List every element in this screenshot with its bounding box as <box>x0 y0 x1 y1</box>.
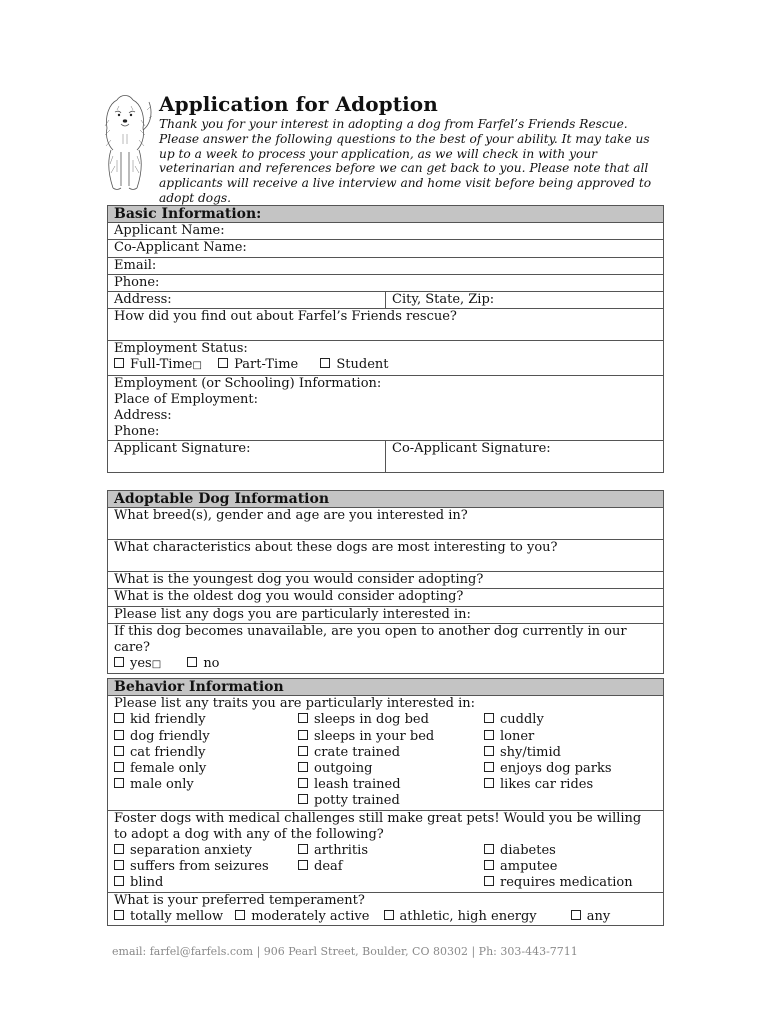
trait-checkbox[interactable] <box>298 778 308 788</box>
temperament-label: athletic, high energy <box>399 908 537 924</box>
trait-label: potty trained <box>314 793 400 809</box>
employment-address-field[interactable]: Address: <box>114 408 172 424</box>
employment-phone-field[interactable]: Phone: <box>114 424 160 440</box>
medical-checkbox[interactable] <box>484 860 494 870</box>
trait-checkbox[interactable] <box>298 713 308 723</box>
email-field[interactable]: Email: <box>108 257 664 274</box>
youngest-question-field[interactable]: What is the youngest dog you would consider adopting? <box>108 572 664 589</box>
applicant-signature-field[interactable]: Applicant Signature: <box>108 441 386 473</box>
traits-prompt: Please list any traits you are particularly interested in: <box>114 696 476 712</box>
temperament-block <box>108 892 664 925</box>
adoptable-dog-section <box>107 490 664 674</box>
characteristics-question-field[interactable]: What characteristics about these dogs are most interesting to you? <box>108 540 664 572</box>
trait-checkbox[interactable] <box>114 713 124 723</box>
trait-checkbox[interactable] <box>298 746 308 756</box>
full-time-checkbox[interactable] <box>114 358 124 368</box>
co-applicant-signature-field[interactable]: Co-Applicant Signature: <box>386 441 664 473</box>
medical-checkbox[interactable] <box>114 876 124 886</box>
trait-checkbox[interactable] <box>114 730 124 740</box>
trait-label: female only <box>130 761 207 777</box>
traits-column-2 <box>298 712 484 809</box>
temperament-checkbox[interactable] <box>384 910 394 920</box>
trait-label: sleeps in dog bed <box>314 712 429 728</box>
medical-column-2 <box>298 843 484 892</box>
trait-label: loner <box>500 728 535 744</box>
medical-column-3 <box>484 843 657 892</box>
trait-checkbox[interactable] <box>484 746 494 756</box>
unavailable-question-row: If this dog becomes unavailable, are you open to another dog currently in our care? yes□ no <box>108 623 664 674</box>
trait-checkbox[interactable] <box>298 794 308 804</box>
student-label: Student <box>336 357 389 373</box>
trait-label: leash trained <box>314 777 401 793</box>
medical-label: separation anxiety <box>130 843 252 859</box>
phone-field[interactable]: Phone: <box>108 274 664 291</box>
medical-checkbox[interactable] <box>484 876 494 886</box>
trait-label: sleeps in your bed <box>314 728 435 744</box>
breed-question-field[interactable]: What breed(s), gender and age are you interested in? <box>108 508 664 540</box>
footer-contact: email: farfel@farfels.com | 906 Pearl Street, Boulder, CO 80302 | Ph: 303-443-7711 <box>112 945 578 958</box>
trait-checkbox[interactable] <box>114 746 124 756</box>
employment-status-row: Employment Status: Full-Time□ Part-Time Student <box>108 341 664 375</box>
medical-label: requires medication <box>500 875 633 891</box>
co-applicant-name-field[interactable]: Co-Applicant Name: <box>108 240 664 257</box>
trait-label: dog friendly <box>130 728 210 744</box>
trait-label: cat friendly <box>130 744 206 760</box>
trait-label: enjoys dog parks <box>500 761 612 777</box>
student-checkbox[interactable] <box>320 358 330 368</box>
medical-label: diabetes <box>500 843 556 859</box>
behavior-section <box>107 678 664 926</box>
trait-label: crate trained <box>314 744 401 760</box>
traits-block <box>108 696 664 810</box>
trait-label: kid friendly <box>130 712 206 728</box>
address-field[interactable]: Address: <box>108 292 386 309</box>
medical-checkbox[interactable] <box>484 844 494 854</box>
employment-info-label: Employment (or Schooling) Information: <box>114 375 382 391</box>
medical-checkbox[interactable] <box>114 844 124 854</box>
no-checkbox[interactable] <box>187 657 197 667</box>
medical-label: blind <box>130 875 164 891</box>
applicant-name-field[interactable]: Applicant Name: <box>108 223 664 240</box>
trait-checkbox[interactable] <box>114 778 124 788</box>
place-of-employment-field[interactable]: Place of Employment: <box>114 391 258 407</box>
intro-text: Thank you for your interest in adopting a dog from Farfel’s Friends Rescue. Please answer the following questions to the best of your ability. It may take us up to a week to process your application, as we will check in with your veterinarian and references before we can get back to you. Please note that all applicants will receive a live interview and home visit before being approved to adopt dogs. <box>159 117 652 205</box>
dog-illustration <box>95 90 155 194</box>
trait-checkbox[interactable] <box>114 762 124 772</box>
section-heading-dog: Adoptable Dog Information <box>108 491 664 508</box>
page-title: Application for Adoption <box>159 92 438 116</box>
full-time-label: Full-Time <box>130 357 193 373</box>
trait-checkbox[interactable] <box>484 762 494 772</box>
temperament-prompt: What is your preferred temperament? <box>114 892 365 908</box>
found-us-field[interactable]: How did you find out about Farfel’s Friends rescue? <box>108 309 664 341</box>
trait-checkbox[interactable] <box>484 730 494 740</box>
city-state-zip-field[interactable]: City, State, Zip: <box>386 292 664 309</box>
medical-checkbox[interactable] <box>298 860 308 870</box>
temperament-label: totally mellow <box>130 908 224 924</box>
medical-prompt: Foster dogs with medical challenges still make great pets! Would you be willing to adopt a dog with any of the following? <box>114 810 642 842</box>
yes-label: yes <box>130 656 152 672</box>
temperament-checkbox[interactable] <box>571 910 581 920</box>
basic-information-section <box>107 205 664 473</box>
medical-label: suffers from seizures <box>130 859 269 875</box>
unavailable-question-label: If this dog becomes unavailable, are you open to another dog currently in our care? <box>114 623 627 656</box>
employment-status-label: Employment Status: <box>114 341 248 357</box>
section-heading-behavior: Behavior Information <box>108 679 664 696</box>
no-label: no <box>203 656 220 672</box>
medical-block <box>108 810 664 892</box>
trait-label: outgoing <box>314 761 373 777</box>
temperament-label: moderately active <box>251 908 370 924</box>
medical-label: arthritis <box>314 843 368 859</box>
medical-checkbox[interactable] <box>114 860 124 870</box>
traits-column-3 <box>484 712 657 809</box>
trait-label: shy/timid <box>500 744 561 760</box>
medical-checkbox[interactable] <box>298 844 308 854</box>
trait-checkbox[interactable] <box>298 730 308 740</box>
medical-column-1 <box>114 843 298 892</box>
temperament-label: any <box>586 908 611 924</box>
part-time-label: Part-Time <box>234 357 299 373</box>
trait-label: likes car rides <box>500 777 594 793</box>
section-heading-basic: Basic Information: <box>108 206 664 223</box>
trait-label: male only <box>130 777 194 793</box>
traits-column-1 <box>114 712 298 809</box>
employment-info-block <box>108 375 664 441</box>
part-time-checkbox[interactable] <box>218 358 228 368</box>
trait-checkbox[interactable] <box>484 713 494 723</box>
temperament-checkbox[interactable] <box>114 910 124 920</box>
trait-checkbox[interactable] <box>484 778 494 788</box>
temperament-checkbox[interactable] <box>235 910 245 920</box>
trait-checkbox[interactable] <box>298 762 308 772</box>
yes-checkbox[interactable] <box>114 657 124 667</box>
dog-list-question-field[interactable]: Please list any dogs you are particularly interested in: <box>108 606 664 623</box>
trait-label: cuddly <box>500 712 544 728</box>
oldest-question-field[interactable]: What is the oldest dog you would consider adopting? <box>108 589 664 606</box>
medical-label: deaf <box>314 859 343 875</box>
medical-label: amputee <box>500 859 558 875</box>
